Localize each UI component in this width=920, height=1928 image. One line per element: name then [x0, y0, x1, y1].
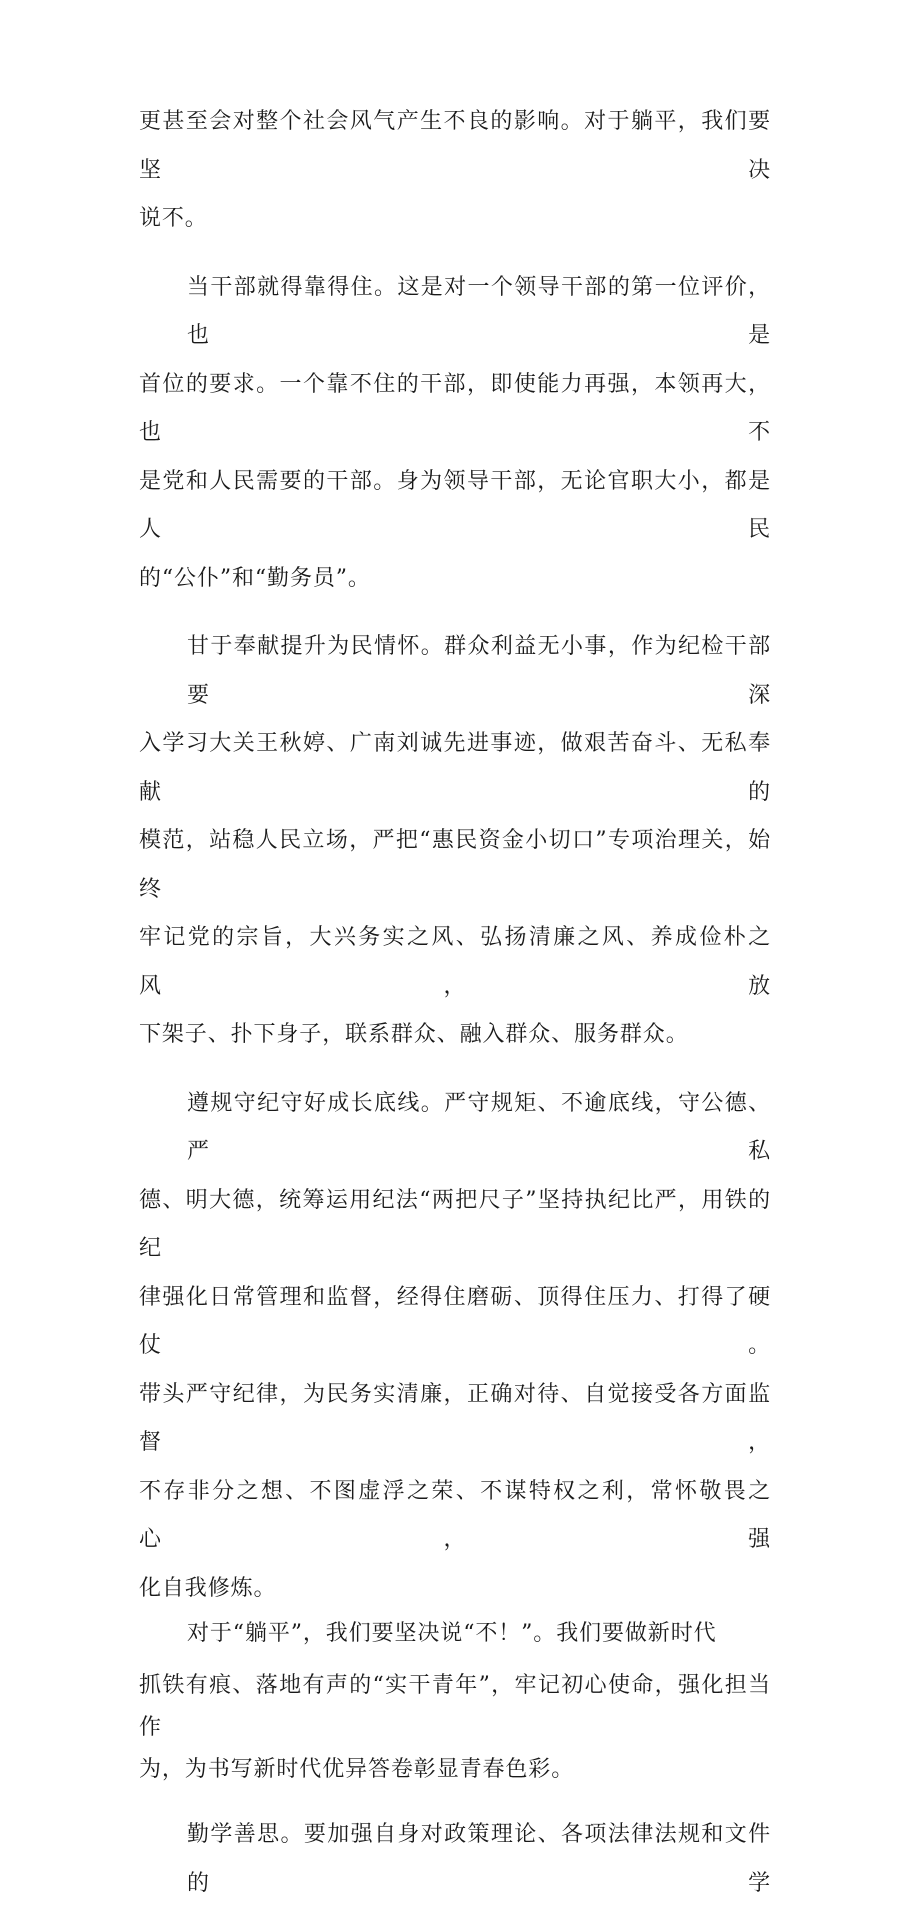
text-line: 是党和人民需要的干部。身为领导干部，无论官职大小，都是人民: [139, 468, 771, 542]
document-body: [139, 98, 771, 1928]
text-line: 化自我修炼。: [139, 1575, 277, 1601]
paragraph-2: [139, 264, 771, 604]
text-line: 律强化日常管理和监督，经得住磨砺、顶得住压力、打得了硬仗。: [139, 1284, 771, 1358]
text-line: 甘于奉献提升为民情怀。群众利益无小事，作为纪检干部要深: [187, 634, 771, 708]
text-line: 入学习大关王秋婷、广南刘诚先进事迹，做艰苦奋斗、无私奉献的: [139, 731, 771, 805]
paragraph-5: [139, 1613, 771, 1791]
text-line: 牢记党的宗旨，大兴务实之风、弘扬清廉之风、养成俭朴之风，放: [139, 925, 771, 999]
paragraph-6: [139, 1811, 771, 1908]
text-line: 更甚至会对整个社会风气产生不良的影响。对于躺平，我们要坚决: [139, 109, 771, 183]
paragraph-4: [139, 1080, 771, 1614]
text-line: 带头严守纪律，为民务实清廉，正确对待、自觉接受各方面监督，: [139, 1381, 771, 1455]
text-line: 不存非分之想、不图虚浮之荣、不谋特权之利，常怀敬畏之心，强: [139, 1478, 771, 1552]
text-line: 抓铁有痕、落地有声的“实干青年”，牢记初心使命，强化担当作: [139, 1673, 771, 1740]
text-line: 的“公仆”和“勤务员”。: [139, 565, 371, 591]
text-line: 首位的要求。一个靠不住的干部，即使能力再强，本领再大，也不: [139, 371, 771, 445]
text-line: 下架子、扑下身子，联系群众、融入群众、服务群众。: [139, 1022, 689, 1047]
paragraph-1: [139, 98, 771, 244]
text-line: 为，为书写新时代优异答卷彰显青春色彩。: [139, 1757, 575, 1782]
text-line: 当干部就得靠得住。这是对一个领导干部的第一位评价，也是: [187, 274, 771, 348]
text-line: 模范，站稳人民立场，严把“惠民资金小切口”专项治理关，始终: [139, 828, 771, 902]
text-line: 德、明大德，统筹运用纪法“两把尺子”坚持执纪比严，用铁的纪: [139, 1187, 771, 1261]
paragraph-3: [139, 623, 771, 1060]
text-line: 勤学善思。要加强自身对政策理论、各项法律法规和文件的学: [187, 1822, 771, 1896]
text-line: 遵规守纪守好成长底线。严守规矩、不逾底线，守公德、严私: [187, 1090, 771, 1164]
text-line: 对于“躺平”，我们要坚决说“不！”。我们要做新时代: [187, 1621, 717, 1646]
text-line: 说不。: [139, 206, 208, 231]
